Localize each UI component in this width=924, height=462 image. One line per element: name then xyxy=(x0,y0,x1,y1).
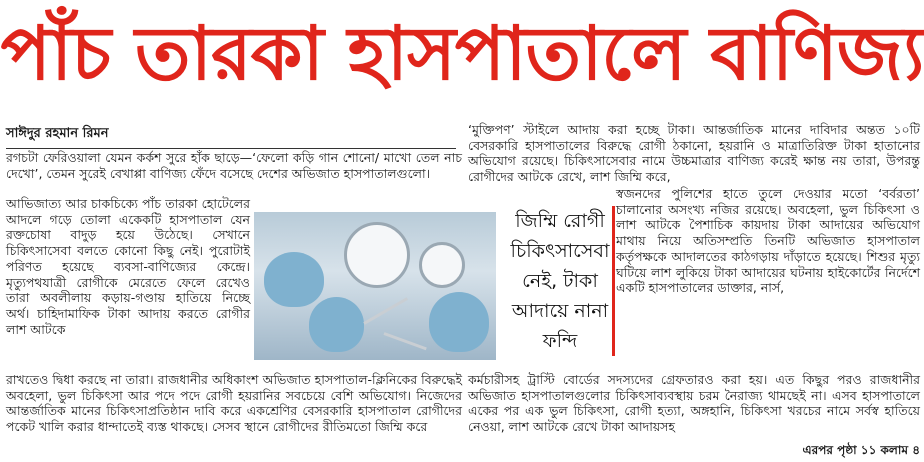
pull-quote-line: চিকিৎসাসেবা xyxy=(510,240,610,262)
pull-quote-line: আদায়ে নানা xyxy=(511,300,609,322)
surgery-photo xyxy=(254,212,496,360)
headline: পাঁচ তারকা হাসপাতালে বাণিজ্য xyxy=(0,11,924,97)
surgical-instrument xyxy=(363,297,408,325)
paragraph: রগচটা ফেরিওয়ালা যেমন কর্কশ সুরে হাঁক ছাড়ে—‘ফেলো কড়ি গান শোনো/ মাখো তেল নাচ দেখো’, তেমন সুরেই বেখাপ্পা বাণিজ্য ফেঁদে বসেছে দেশের অভিজাত হাসপাতালগুলো। xyxy=(6,150,462,181)
paragraph: আভিজাত্য আর চাকচিক্যে পাঁচ তারকা হোটেলের আদলে গড়ে তোলা একেকটি হাসপাতাল যেন রক্তচোষা বাদুড় হয়ে উঠেছে। সেখানে চিকিৎসাসেবা বলতে কোনো কিছু নেই। পুরোটাই পরিণত হয়েছে ব্যবসা-বাণিজ্যের কেন্দ্রে। মৃত্যুপথযাত্রী রোগীকে মেরেতে ফেলে রেখেও তারা অবলীলায় কড়ায়-গণ্ডায় হাতিয়ে নিচ্ছে অর্থ। চাহিদামাফিক টাকা আদায় করতে রোগীর লাশ আটকে xyxy=(6,196,250,337)
pull-quote-line: নেই, টাকা xyxy=(522,270,598,292)
continuation-note: এরপর পৃষ্ঠা ১১ কলাম ৪ xyxy=(802,443,920,457)
paragraph: কর্মচারীসহ ট্রাস্টি বোর্ডের সদস্যদের গ্রেফতারও করা হয়। এত কিছুর পরও রাজধানীর অভিজাত হাসপাতালগুলোর চিকিৎসাব্যবস্থায় চরম নৈরাজ্য থামছেই না। এসব হাসপাতালে একের পর এক ভুল চিকিৎসা, রোগী হত্যা, অঙ্গহানি, চিকিৎসা খরচের নামে সর্বস্ব হাতিয়ে নেওয়া, লাশ আটকে রেখে টাকা আদায়সহ xyxy=(468,372,920,435)
article-body-left-top xyxy=(6,150,462,181)
byline: সাঈদুর রহমান রিমন xyxy=(6,124,456,149)
surgical-lamp xyxy=(344,222,410,288)
surgeon-head xyxy=(429,292,489,352)
surgeon-head xyxy=(264,252,324,307)
surgical-lamp xyxy=(419,242,465,288)
paragraph: ‘মুক্তিপণ’ স্টাইলে আদায় করা হচ্ছে টাকা। আন্তর্জাতিক মানের দাবিদার অন্তত ১০টি বেসরকারি হাসপাতালের বিরুদ্ধে রোগী ঠকানো, হয়রানি ও মাত্রাতিরিক্ত টাকা হাতানোর অভিযোগ রয়েছে। চিকিৎসাসেবার নামে উচ্চমাত্রার বাণিজ্য করেই ক্ষান্ত নয় তারা, উপরন্তু রোগীদের আটকে রেখে, লাশ জিম্মি করে, xyxy=(468,122,920,185)
article-body-right-mid xyxy=(616,186,920,296)
article-body-right-bottom xyxy=(468,372,920,435)
paragraph: রাখতেও দ্বিধা করছে না তারা। রাজধানীর অধিকাংশ অভিজাত হাসপাতাল-ক্লিনিকের বিরুদ্ধেই অবহেলা, ভুল চিকিৎসা আর পদে পদে রোগী হয়রানির সবচেয়ে বেশি অভিযোগ। নিজেদের আন্তর্জাতিক মানের চিকিৎসাপ্রতিষ্ঠান দাবি করে একশ্রেণির বেসরকারি হাসপাতাল রোগীদের পকেট খালি করার ধান্দাতেই ব্যস্ত থাকছে। সেসব স্থানে রোগীদের রীতিমতো জিম্মি করে xyxy=(6,372,462,435)
pull-quote-line: ফন্দি xyxy=(542,330,578,352)
surgeon-head xyxy=(309,297,364,352)
pull-quote-line: জিম্মি রোগী xyxy=(515,210,605,232)
article-body-left-mid xyxy=(6,196,250,337)
paragraph: স্বজনদের পুলিশের হাতে তুলে দেওয়ার মতো ‘বর্বরতা’ চালানোর অসংখ্য নজির রয়েছে। অবহেলা, ভুল চিকিৎসা ও লাশ আটকে পৈশাচিক কায়দায় টাকা আদায়ের অভিযোগ মাথায় নিয়ে অতিসম্প্রতি তিনটি অভিজাত হাসপাতাল কর্তৃপক্ষকে আদালতের কাঠগড়ায় দাঁড়াতে হয়েছে। শিশুর মৃত্যু ঘটিয়ে লাশ লুকিয়ে টাকা আদায়ের ঘটনায় হাইকোর্টের নির্দেশে একটি হাসপাতালের ডাক্তার, নার্স, xyxy=(616,186,920,296)
surgical-instrument xyxy=(383,332,426,350)
article-body-right-top xyxy=(468,122,920,185)
article-body-left-bottom xyxy=(6,372,462,435)
pull-quote xyxy=(508,206,615,356)
